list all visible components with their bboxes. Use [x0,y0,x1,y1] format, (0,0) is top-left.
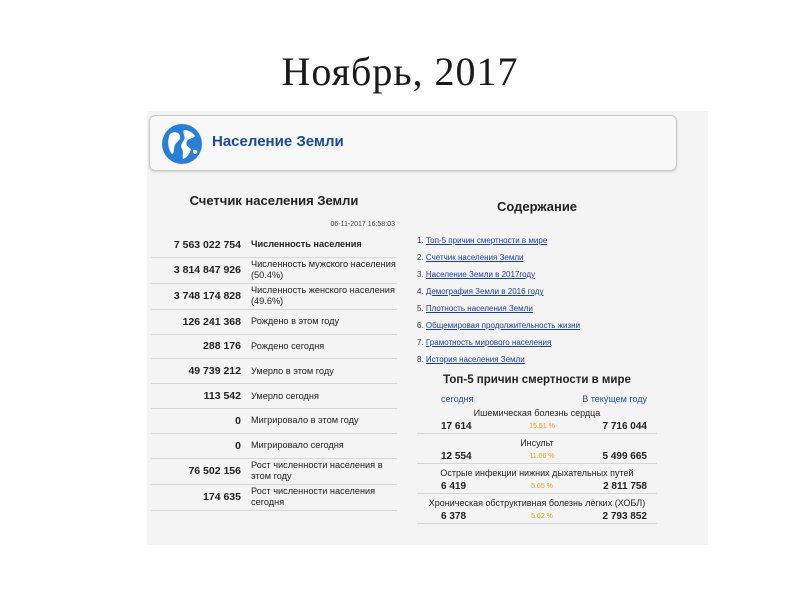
counter-timestamp: 06-11-2017 16:58:03 [330,221,395,228]
contents-item-link[interactable]: Общемировая продолжительность жизни [425,321,581,330]
counter-label: Умерло сегодня [251,390,319,401]
contents-item-number: 4. [417,287,424,296]
causes-list [417,408,657,524]
counter-label: Численность населения [251,239,362,250]
population-counter [151,193,397,511]
counter-value: 7 563 022 754 [173,238,241,251]
cause-percent: 5.65 % [531,482,553,490]
causes-title: Топ-5 причин смертности в мире [443,374,631,386]
counter-label: Рост численности населения сегодня [251,486,376,508]
contents-item [417,334,657,351]
counter-value: 113 542 [203,390,241,403]
contents-item-number: 1. [417,236,424,245]
counter-label: Рост численности населения в этом году [251,460,383,482]
contents-item-number: 2. [417,253,424,262]
counter-value: 0 [235,414,241,427]
contents-item-number: 7. [417,338,424,347]
counter-row [151,284,397,310]
counter-row [151,310,397,335]
contents-item-link[interactable]: Грамотность мирового населения [425,338,552,347]
cause-today-count: 6 378 [441,510,467,522]
counter-row [151,233,397,258]
counter-value: 76 502 156 [188,465,241,478]
cause-row [417,449,657,464]
cause-row [417,419,657,434]
website-screenshot [147,111,708,545]
counter-value: 288 176 [203,340,241,353]
counter-label: Мигрировало в этом году [251,415,359,426]
contents-item [417,283,657,300]
slide-title: Ноябрь, 2017 [281,49,519,94]
contents-panel [417,199,657,524]
counter-row [151,258,397,284]
cause-name: Хроническая обструктивная болезнь лёгких (ХОБЛ) [428,498,646,508]
contents-item [417,232,657,249]
cause-name: Острые инфекции нижних дыхательных путей [440,468,634,478]
contents-item-link[interactable]: Топ-5 причин смертности в мире [425,236,548,245]
counter-row [151,384,397,409]
cause-row [417,509,657,524]
cause-year-count: 2 811 758 [603,480,647,492]
counter-label: Рождено в этом году [251,316,340,327]
contents-list [417,232,657,368]
contents-item-number: 8. [417,355,424,364]
counter-value: 3 814 847 926 [173,264,241,277]
contents-item-link[interactable]: История населения Земли [425,355,525,364]
cause-today-count: 17 614 [441,420,472,432]
counter-row [151,335,397,360]
causes-header [417,394,657,404]
counter-row [151,409,397,434]
contents-item-link[interactable]: Демография Земли в 2016 году [425,287,544,296]
site-header [149,115,677,171]
contents-item [417,317,657,334]
cause-today-count: 12 554 [441,450,472,462]
counter-label: Умерло в этом году [251,365,334,376]
contents-item [417,266,657,283]
counter-value: 49 739 212 [188,365,241,378]
cause-year-count: 7 716 044 [602,420,647,432]
contents-item [417,300,657,317]
cause-year-count: 5 499 665 [602,450,647,462]
cause-percent: 15.51 % [529,422,555,430]
counter-label: Численность мужского населения (50.4%) [251,259,396,281]
contents-item-link[interactable]: Счетчик населения Земли [425,253,524,262]
counter-row [151,485,397,511]
counter-row [151,359,397,384]
counter-value: 126 241 368 [182,315,241,328]
cause-percent: 5.62 % [531,512,553,520]
site-title[interactable]: Население Земли [212,133,344,150]
counter-row [151,459,397,485]
counter-label: Численность женского населения (49.6%) [251,285,395,307]
counter-label: Мигрировало сегодня [251,440,344,451]
col-today-link[interactable]: сегодня [441,394,474,404]
contents-item [417,351,657,368]
counter-title: Счетчик населения Земли [189,193,359,208]
counter-value: 3 748 174 828 [173,290,241,303]
globe-icon [160,122,204,166]
counter-label: Рождено сегодня [251,340,325,351]
cause-row [417,479,657,494]
contents-item-link[interactable]: Плотность населения Земли [425,304,533,313]
contents-item-link[interactable]: Население Земли в 2017году [425,270,536,279]
cause-today-count: 6 419 [441,480,467,492]
contents-item [417,249,657,266]
counter-value: 0 [235,439,241,452]
cause-year-count: 2 793 852 [602,510,647,522]
counter-row [151,434,397,459]
cause-percent: 11.06 % [529,452,555,460]
contents-item-number: 5. [417,304,424,313]
counter-value: 174 635 [203,491,241,504]
contents-title: Содержание [496,199,578,214]
cause-name: Ишемическая болезнь сердца [473,408,601,418]
contents-item-number: 6. [417,321,424,330]
contents-item-number: 3. [417,270,424,279]
cause-name: Инсульт [520,438,554,448]
col-year-link[interactable]: В текущем году [582,394,647,404]
